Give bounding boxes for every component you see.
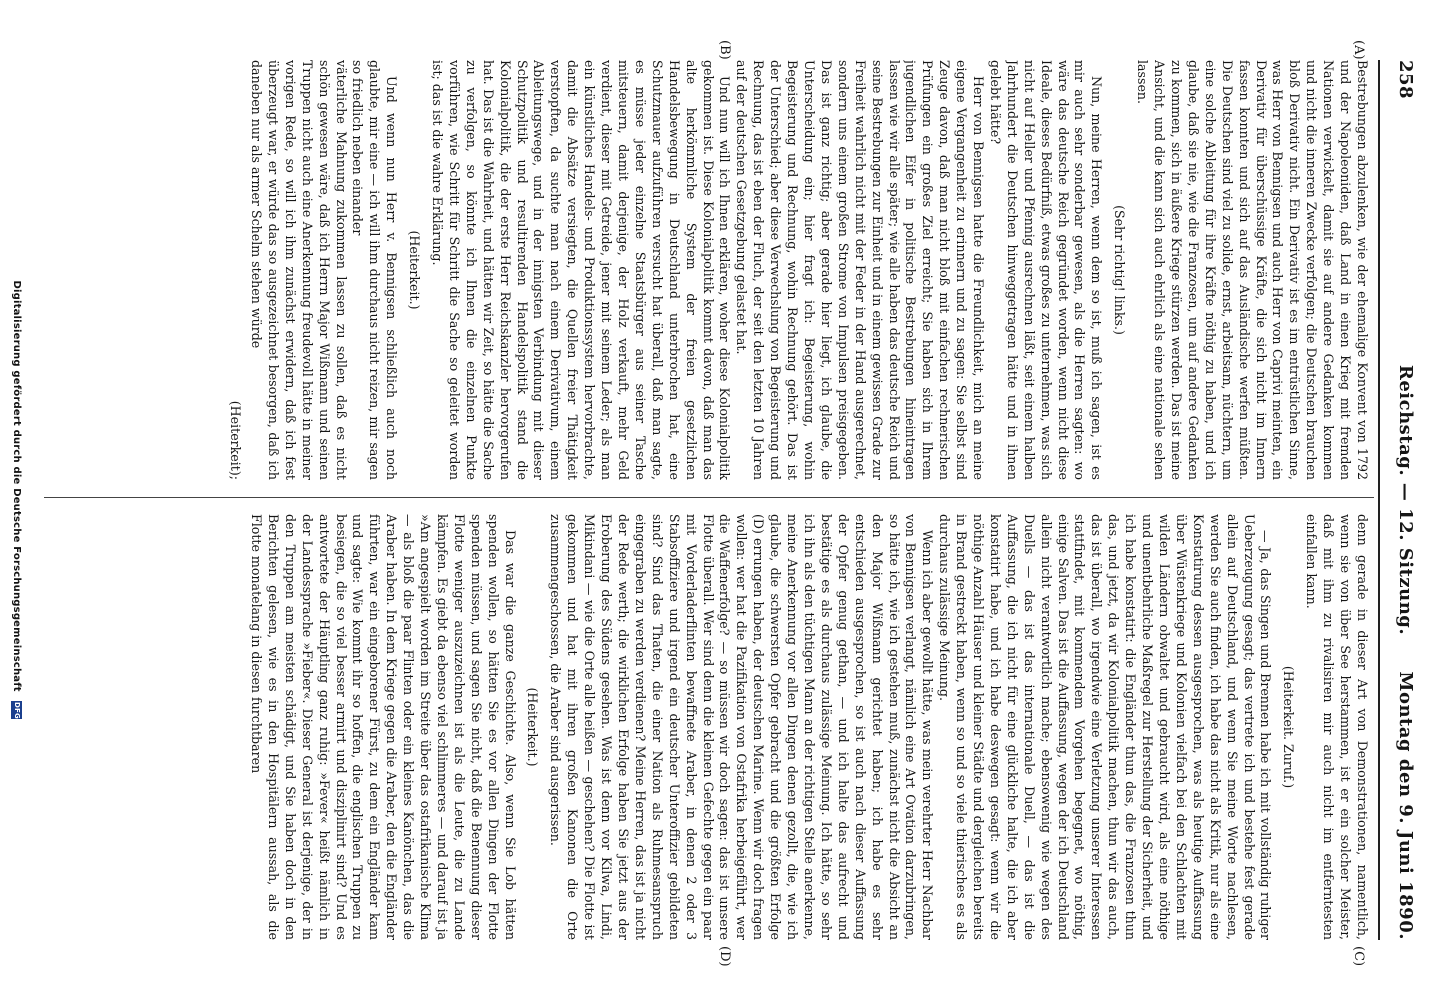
header-rule (1378, 60, 1380, 940)
paragraph: Nun, meine Herren, wenn dem so ist, muß ich sagen, ist es mir auch sehr sonderbar gewesen, als die Herren sagten: wo wäre das deutsche Reich gegründet worden, wenn nicht diese Ideale, dieses Bedürfniß, etwas großes zu unternehmen, was sich nicht auf Heller und Pfennig ausrechnen läßt, seit einem halben Jahrhundert die Deutschen hinweggetragen hätte und in ihnen gelebt hätte? (987, 60, 1105, 480)
margin-marker-d: (D) (717, 946, 732, 967)
interjection: (Heiterkeit); (228, 400, 244, 480)
page-number: 258 (1395, 60, 1416, 100)
paragraph: Herr von Bennigsen hatte die Freundlichkeit, mich an meine eigene Vergangenheit zu erinnern und zu sagen: Sie selbst sind Zeuge davon, daß man nicht bloß mit einfachen rechnerischen Prüfungen ein großes Ziel erreicht; Sie haben sich in Ihrem jugendlichen Eifer in politische Bestrebungen hineintragen lassen wie wir alle später; wie alle haben das deutsche Reich und seine Bestrebungen zur Einheit und in einem gewissen Grade zur Freiheit wahrlich nicht mit der Feder in der Hand ausgerechnet, sondern uns einem großen Strome von Impulsen preisgegeben. Das ist ganz richtig; aber gerade hier liegt, ich glaube, die Unterscheidung ein; hier fragt ich: Begeisterung, wohin Begeisterung und Rechnung, wohin Rechnung gehört. Das ist der Unterschied; aber diese Verwechslung von Begeisterung und Rechnung, das ist eben der Fluch, der seit den letzten 10 Jahren auf der deutschen Gesetzgebung gelastet hat. (734, 60, 987, 480)
margin-marker-b: (B) (717, 40, 732, 60)
credit-text: Digitalisierung gefördert durch die Deutsche Forschungsgemeinschaft (11, 280, 22, 692)
interjection: (Heiterkeit.) (407, 230, 423, 310)
interjection: (Heiterkeit.) (525, 687, 541, 767)
interjection: (Sehr richtig! links.) (1112, 205, 1128, 335)
right-column (70, 514, 1370, 940)
paragraph: väterliche Mahnung zukommen lassen zu sollen, daß es nicht schön gewesen wäre, daß ich Herrn Major Wißmann und seinen Truppen nicht auch eine Anerkennung freudevoll hätte in meiner vorigen Rede, so will ich ihm zunächst erwidern, daß ich fest überzeugt war, er würde das so ausgezeichnet besorgen, daß ich daneben nur als armer Schelm stehen würde (249, 60, 349, 480)
page-title: Reichstag. — 12. Sitzung. (1395, 364, 1416, 636)
interjection: (Heiterkeit. Zuruf.) (1281, 665, 1297, 789)
left-column (70, 60, 1370, 480)
paragraph: Das war die ganze Geschichte. Also, wenn Sie Lob hätten spenden wollen, so hätten Sie es vor allen Dingen der Flotte spenden müssen, und sagen Sie nicht, daß die Benennung dieser Flotte weniger auszuzeichnen ist als die Leute, die zu Lande kämpfen. Es giebt da ebenso viel schlimmeres — und darauf ist ja »Am angespielt worden im Streite über das ostafrikanische Klima — als bloß die paar Flinten oder ein kleines Kanönchen, das die Araber haben. In dem Kriege gegen die Araber, den die Engländer führten, war ein eingeborener Fürst, zu dem ein Engländer kam und sagte: Wie kommt ihr so hoffen, die englischen Truppen zu besiegen, die so viel besser armirt und disziplinirt sind? Und es antwortete der Häuptling ganz ruhig: »Fever« heißt nämlich in der Landessprache »Fieber«. Dieser General ist derjenige, der in den Truppen am meisten schädigt, und Sie haben doch in den Berichten gelesen, wie es in den Hospitälern aussah, als die Flotte monatelang in diesen furchtbaren (249, 514, 518, 940)
paragraph: Und wenn nun Herr v. Bennigsen schließlich auch noch glaubte, mir eine — ich will ihm durchaus nicht reizen, mir sagen so friedlich neben einander (350, 60, 400, 480)
paragraph: — Ja, das Singen und Brennen habe ich mit vollständig ruhiger Ueberzeugung gesagt; das vertrete ich und bestehe fest gerade allein auf Deutschland, und wenn Sie meine Worte nachlesen, werden Sie auch finden, ich habe das nicht als Kritik, nur als eine Konstatirung dessen ausgesprochen, was als heutige Auffassung über Wüstenkriege und Kolonien vielfach bei den Schlachten mit wilden Ländern obwaltet und gebraucht wird, als eine nöthige und unentbehrliche Maßregel zur Herstellung der Sicherheit, und ich habe konstatirt: die Engländer thun das, die Franzosen thun das, und jetzt, da wir Kolonialpolitik machen, thun wir das auch, das ist überall, wo irgendwie eine Verletzung unserer Interessen stattfindet, mit kommendem Vorgehen begegnet, wo nöthig, einige Salven. Das ist die Auffassung, wegen der ich Deutschland allein nicht verantwortlich mache; ebensowenig wie wegen des Duells — das ist das internationale Duell, — das ist die Auffassung, die ich nicht für eine glückliche halte, die ich aber konstatirt habe, und ich habe deswegen gesagt: wenn wir die nöthige Anzahl Häuser und kleiner Städte und dergleichen bereits in Brand gestreckt haben, wenn so und so viele thierisches es als durchaus zulässige Meinung. (937, 514, 1274, 940)
margin-marker-a: (A) (1351, 40, 1366, 60)
column-divider (44, 497, 1374, 498)
paragraph: denn gerade in dieser Art von Demonstrationen, namentlich, wenn sie von über See herstammen, ist er ein solcher Meister, daß mit ihm zu rivalisiren mir auch nicht im entferntesten einfallen kann. (1304, 514, 1370, 940)
digitization-credit (2, 0, 22, 1000)
paragraph: Bestrebungen abzulenken, wie der ehemalige Konvent von 1792 und der Napoleoniden, daß Land in einen Krieg mit fremden Nationen verwickelt, damit sie auf andere Gedanken kommen und nicht die inneren Zwecke verfolgen; die Deutschen brauchen bloß Derivativ nicht. Ein Derivativ ist es im entrüstlichen Sinne, was Herr von Bennigsen und auch Herr von Caprivi meinten, ein Derivativ für überschüssige Kräfte, die sich nicht im Innern fassen konnten und sich auf das Ausländische werfen müßten. Die Deutschen sind viel zu solide, ernst, arbeitsam, nüchtern, um eine solche Ableitung für ihre Kräfte nöthig zu haben, und ich glaube, daß sie nie, wie die Franzosen, um auf andere Gedanken zu kommen, sich in äußere Kriege stürzen werden. Das ist meine Ansicht, und die kann sich auch ehrlich als eine nationale sehen lassen. (1135, 60, 1370, 480)
page-header (1386, 60, 1420, 940)
dfg-logo-icon: DFG (13, 702, 21, 719)
margin-marker-c: (C) (1351, 946, 1366, 967)
paragraph: Und nun will ich Ihnen erklären, woher diese Kolonialpolitik gekommen ist. Diese Kolonialpolitik kommt davon, daß man das alte herkömmliche System der freien gesetzlichen Handelsbewegung in Deutschland unterbrochen hat, eine Schutzmauer aufzuführen versucht hat überall, daß man sagte, es müsse jeder einzelne Staatsbürger aus seiner Tasche mitsteuern, damit derjenige, der Holz verkauft, mehr Geld verdient, dieser mit Getreide, jener mit seinem Leder; als man ein künstliches Handels- und Produktionssystem hervorbrachte, damit die Absätze versiegten, die Quellen freier Thätigkeit verstopften, da suchte man nach einem Derivativum, einem Ableitungswege, und in der innigsten Verbindung mit dieser Schutzpolitik und resultirenden Handelspolitik stand die Kolonialpolitik, die der erste Herr Reichskanzler hervorgerufen hat. Das ist die Wahrheit, und hätten wir Zeit, so hätte die Sache zu verfolgen, so könnte ich Ihnen die einzelnen Punkte vorführen, wie Schritt für Schritt die Sache so geleitet worden ist; das ist die wahre Erklärung. (430, 60, 733, 480)
paragraph: Wenn ich aber gewollt hätte, was mein verehrter Herr Nachbar von Bennigsen verlangt, nämlich eine Art Ovation darzubringen, so hätte ich, wie ich gestehen muß, zunächst nicht die Absicht an den Major Wißmann gerichtet haben; ich habe es sehr entschieden ausgesprochen, so ist auch nach dieser Auffassung der Opfer genug gethan, — und ich halte das aufrecht und bestätige es als durchaus zulässige Meinung. Ich hätte, so sehr ich ihn als den tüchtigen Mann an der richtigen Stelle anerkenne, meine Anerkennung vor allen Dingen denen gezollt, die, wie ich glaube, die schwersten Opfer gebracht und die größten Erfolge (D) errungen haben, der deutschen Marine. Wenn wir doch fragen wollen: wer hat die Pazifikation von Ostafrika herbeigeführt, wer die Waffenerfolge? — so müssen wir doch sagen: das ist unsere Flotte überall. Wer sind denn die kleinen Gefechte gegen ein paar mit Vorderladerflinten bewaffnete Araber, in denen 2 oder 3 Stabsoffiziere und irgend ein deutscher Unteroffizier gebildeten sind? Sind das Thaten, die einer Nation als Ruhmesanspruch eingegraben zu werden verdienen? Meine Herren, das ist ja nicht der Rede werth; die wirklichen Erfolge haben Sie jetzt aus der Eroberung des Südens gesehen. Was ist denn vor Kilwa, Lindi, Mikindani — wie die Orte alle heißen — geschehen? Die Flotte ist gekommen und hat mit ihren großen Kanonen die Orte zusammengeschossen, die Araber sind ausgerissen. (548, 514, 936, 940)
session-date: Montag den 9. Juni 1890. (1395, 671, 1416, 940)
